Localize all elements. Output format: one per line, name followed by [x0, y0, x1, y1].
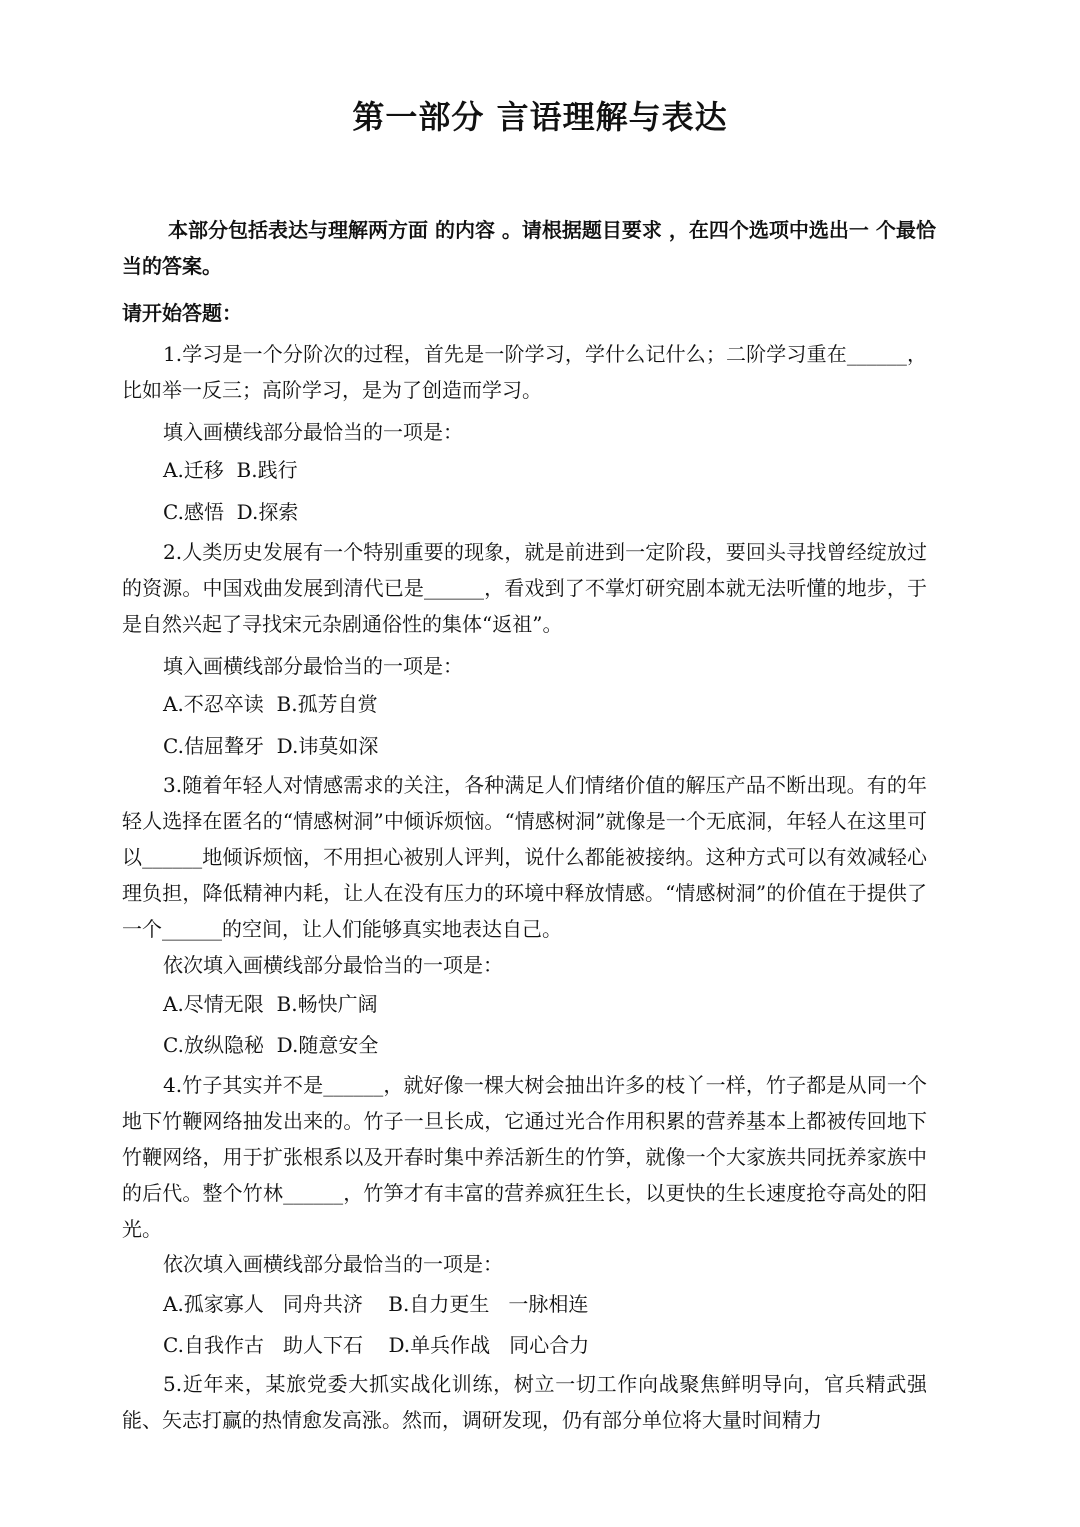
question-3-options-cd: C.放纵隐秘 D.随意安全	[163, 1033, 379, 1057]
question-3-prompt: 依次填入画横线部分最恰当的一项是：	[163, 953, 503, 977]
question-3-options-ab: A.尽情无限 B.畅快广阔	[163, 992, 378, 1016]
question-2-prompt: 填入画横线部分最恰当的一项是：	[163, 654, 463, 678]
question-4-options-cd: C.自我作古 助人下石 D.单兵作战 同心合力	[163, 1333, 590, 1357]
section-instructions: 本部分包括表达与理解两方面 的内容 。请根据题目要求 ，在四个选项中选出一 个最恰当的答案。	[122, 218, 936, 278]
section-title: 第一部分 言语理解与表达	[352, 98, 728, 136]
start-heading: 请开始答题：	[122, 301, 242, 325]
question-1-options-cd: C.感悟 D.探索	[163, 500, 299, 524]
question-4-prompt: 依次填入画横线部分最恰当的一项是：	[163, 1252, 503, 1276]
question-4-stem: 4.竹子其实并不是______，就好像一棵大树会抽出许多的枝丫一样，竹子都是从同一个地下竹鞭网络抽发出来的。竹子一旦长成，它通过光合作用积累的营养基本上都被传回地下竹鞭网络，用于扩张根系以及开春时集中养活新生的竹笋，就像一个大家族共同抚养家族中的后代。整个竹林______，竹笋才有丰富的营养疯狂生长，以更快的生长速度抢夺高处的阳光。	[122, 1073, 927, 1241]
question-2-options-ab: A.不忍卒读 B.孤芳自赏	[163, 692, 378, 716]
question-5-stem: 5.近年来，某旅党委大抓实战化训练，树立一切工作向战聚焦鲜明导向，官兵精武强能、矢志打赢的热情愈发高涨。然而，调研发现，仍有部分单位将大量时间精力	[122, 1372, 927, 1432]
question-4-options-ab: A.孤家寡人 同舟共济 B.自力更生 一脉相连	[163, 1292, 589, 1316]
question-1-stem: 1.学习是一个分阶次的过程，首先是一阶学习，学什么记什么；二阶学习重在______，比如举一反三；高阶学习，是为了创造而学习。	[122, 342, 927, 402]
question-2-options-cd: C.佶屈聱牙 D.讳莫如深	[163, 734, 379, 758]
question-2-stem: 2.人类历史发展有一个特别重要的现象，就是前进到一定阶段，要回头寻找曾经绽放过的资源。中国戏曲发展到清代已是______，看戏到了不掌灯研究剧本就无法听懂的地步，于是自然兴起了寻找宋元杂剧通俗性的集体“返祖”。	[122, 540, 927, 636]
question-1-prompt: 填入画横线部分最恰当的一项是：	[163, 420, 463, 444]
question-3-stem: 3.随着年轻人对情感需求的关注，各种满足人们情绪价值的解压产品不断出现。有的年轻人选择在匿名的“情感树洞”中倾诉烦恼。“情感树洞”就像是一个无底洞，年轻人在这里可以______地倾诉烦恼，不用担心被别人评判，说什么都能被接纳。这种方式可以有效减轻心理负担，降低精神内耗，让人在没有压力的环境中释放情感。“情感树洞”的价值在于提供了一个______的空间，让人们能够真实地表达自己。	[122, 773, 927, 941]
question-1-options-ab: A.迁移 B.践行	[163, 458, 298, 482]
